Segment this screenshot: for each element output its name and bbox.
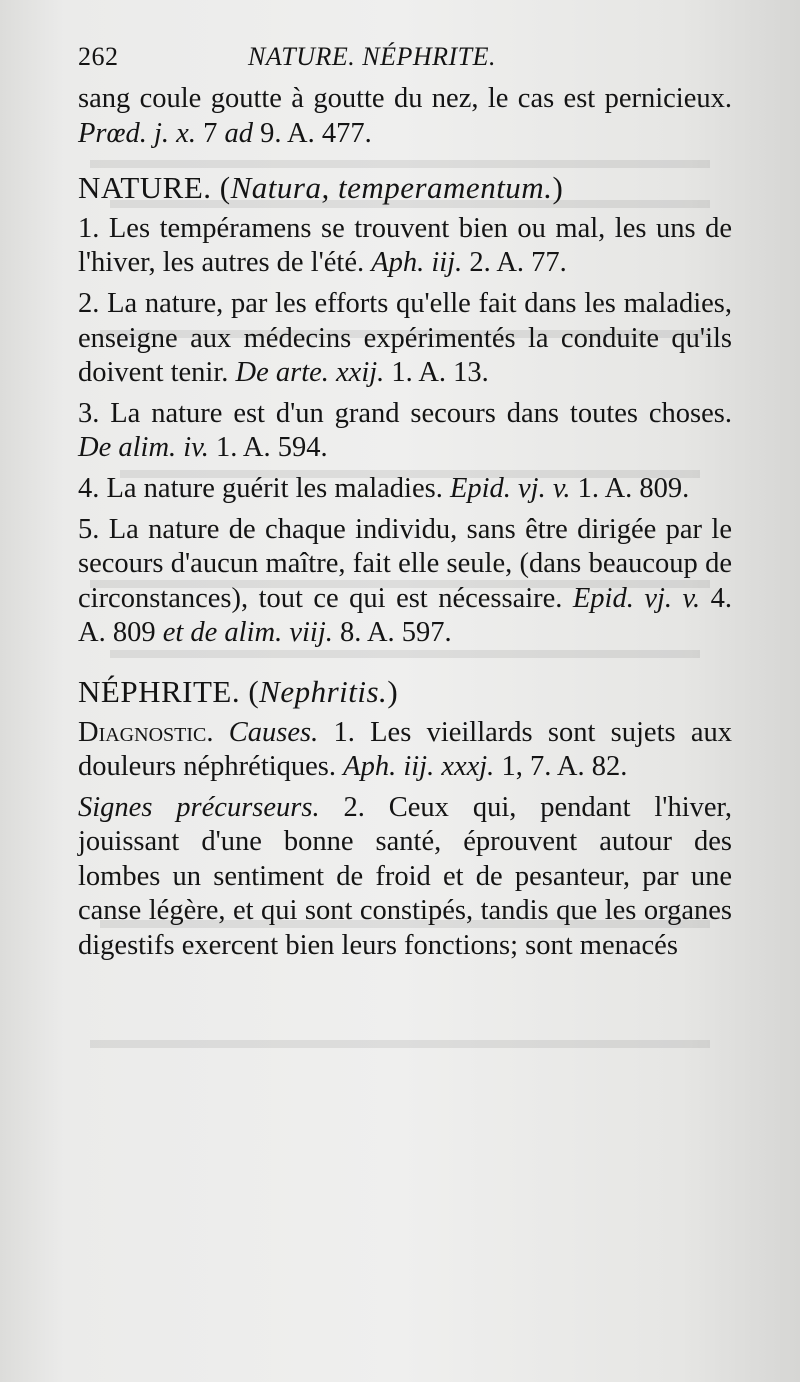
- item-text: 3. La nature est d'un grand secours dans toutes choses.: [78, 397, 732, 429]
- paragraph-ref: Aph. iij. xxxj.: [343, 751, 495, 783]
- paragraph-post: 1, 7. A. 82.: [494, 751, 628, 783]
- nephrite-paragraph-1: [78, 716, 732, 785]
- item-ref: Aph. iij.: [371, 247, 463, 279]
- nature-item-4: [78, 472, 732, 507]
- item-ref: De arte. xxij.: [235, 357, 385, 389]
- nature-item-5: [78, 513, 732, 651]
- continued-line-2b: 7: [195, 117, 225, 149]
- heading-nephrite: NÉPHRITE.: [78, 673, 241, 709]
- page-text: [78, 40, 732, 964]
- continued-line-1: sang coule goutte à goutte du nez, le cas est: [78, 83, 596, 114]
- page-number: 262: [78, 42, 119, 71]
- entry-heading-nephrite: [78, 675, 732, 710]
- paragraph-text: 2. Ceux qui, pendant l'hiver, jouissant d'une bonne santé, éprouvent autour des lombes un sentiment de froid et de pesanteur, par une canse légère, et qui sont constipés, tandis que les organes digestifs exercent bien leurs fonctions; sont menacés: [78, 791, 732, 962]
- gloss-open: (: [248, 673, 260, 709]
- gloss-close: ): [552, 170, 564, 206]
- continued-line-2c: 9. A. 477.: [252, 117, 372, 149]
- gloss-close: ): [387, 673, 399, 709]
- continued-ad: ad: [224, 117, 253, 149]
- item-post: 1. A. 809.: [570, 472, 690, 504]
- item-ref: Epid. vj. v.: [449, 472, 571, 504]
- entry-heading-nature: [78, 171, 732, 206]
- diagnostic-label: Diagnostic.: [78, 716, 214, 748]
- gloss-nephrite: Nephritis.: [259, 673, 388, 709]
- item-text: 2. La nature, par les efforts qu'elle fait dans les maladies, enseigne aux médecins expérimentés la conduite qu'ils doivent tenir.: [78, 287, 732, 389]
- item-ref: De alim. iv.: [78, 432, 209, 464]
- paragraph-text: 1. Les vieillards sont sujets aux douleurs néphrétiques.: [78, 716, 733, 783]
- item-post: 4. A. 809: [78, 582, 732, 649]
- nature-item-1: [78, 212, 732, 281]
- item-post-2: 8. A. 597.: [332, 617, 452, 649]
- continued-ref: Prœd. j. x.: [78, 117, 196, 149]
- heading-nature: NATURE.: [78, 170, 212, 206]
- item-text: 1. Les tempéramens se trouvent bien ou mal, les uns de l'hiver, les autres de l'été.: [78, 212, 732, 279]
- running-header: [78, 40, 732, 80]
- running-title: NATURE. NÉPHRITE.: [248, 42, 497, 71]
- item-post: 1. A. 594.: [208, 432, 328, 464]
- continued-paragraph: [78, 82, 732, 151]
- item-post: 1. A. 13.: [384, 357, 489, 389]
- item-text: 5. La nature de chaque individu, sans être dirigée par le secours d'aucun maître, fait elle seule, (dans beaucoup de circonstances), tout ce qui est nécessaire.: [78, 513, 732, 614]
- item-ref-2: et de alim. viij.: [162, 617, 333, 649]
- signs-label: Signes précurseurs.: [78, 791, 320, 823]
- nature-item-2: [78, 287, 732, 391]
- nature-item-3: [78, 397, 732, 466]
- continued-line-2a: pernicieux.: [604, 83, 732, 114]
- gloss-nature: Natura, temperamentum.: [230, 170, 553, 206]
- item-ref: Epid. vj. v.: [572, 582, 701, 614]
- causes-label: Causes.: [213, 716, 319, 748]
- item-post: 2. A. 77.: [462, 247, 567, 279]
- nephrite-paragraph-2: [78, 791, 732, 964]
- gloss-open: (: [219, 170, 231, 206]
- item-text: 4. La nature guérit les maladies.: [78, 472, 450, 504]
